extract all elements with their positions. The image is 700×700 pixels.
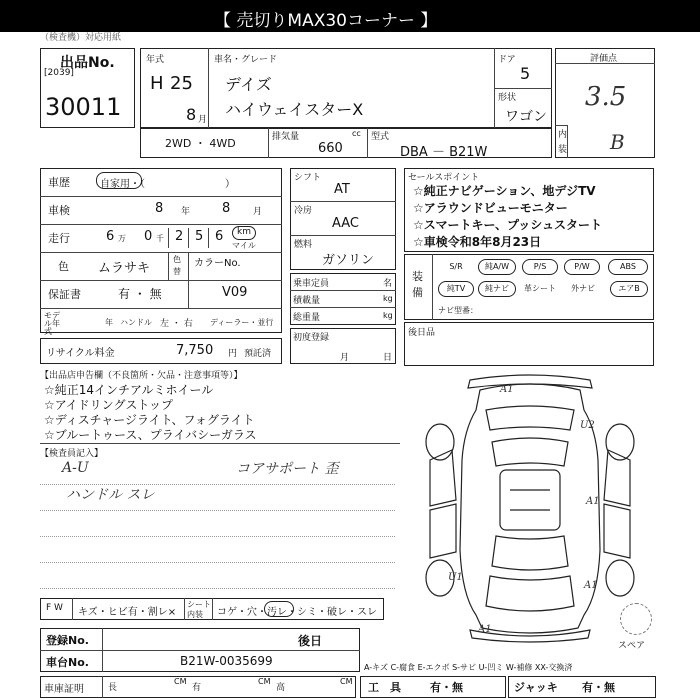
- mileage-unit: 万: [118, 234, 126, 243]
- equip-sr: S/R: [449, 262, 463, 271]
- notes-box: [404, 322, 654, 366]
- color-no: V09: [222, 285, 248, 300]
- equip-nav: 純ナビ: [478, 281, 516, 297]
- cert-item: 高: [276, 683, 286, 693]
- equip-ext-nav: 外ナビ: [571, 284, 595, 293]
- color-no-label: カラーNo.: [194, 258, 241, 269]
- cert-item: 有: [192, 683, 202, 693]
- reg-later: 後日: [298, 634, 323, 648]
- mileage-digit: 6: [215, 229, 224, 244]
- ac-label: 冷房: [294, 206, 313, 216]
- exhibitor-label: 【出品店申告欄（不良箇所・欠品・注意事項等）】: [40, 371, 243, 381]
- displacement: 660: [318, 141, 343, 156]
- car-model: デイズ: [225, 75, 272, 94]
- equip-leather: 革シート: [524, 284, 556, 293]
- damage-mark: U1: [448, 572, 463, 583]
- month: 8: [186, 105, 197, 124]
- banner-title: 【 売切りMAX30コーナー 】: [214, 11, 438, 31]
- inspection-month-unit: 月: [253, 207, 263, 217]
- recycle-label: リサイクル料金: [46, 348, 115, 359]
- warranty-value: 有 ・ 無: [118, 287, 162, 301]
- inspection-year-unit: 年: [181, 207, 191, 217]
- equip-tv: 純TV: [438, 281, 474, 297]
- equip-pw: P/W: [564, 259, 600, 275]
- seat-label-1: シート: [187, 600, 211, 609]
- reg-label: 登録No.: [46, 634, 89, 647]
- equip-airbag: エアB: [610, 281, 648, 297]
- ac-value: AAC: [332, 216, 359, 231]
- interior-label-2: 装: [558, 145, 568, 155]
- inspector-note: A-U: [62, 460, 89, 476]
- sales-item: ☆車検令和8年8月23日: [413, 235, 542, 249]
- handle-label: ハンドル: [120, 318, 152, 327]
- fuel-value: ガソリン: [322, 253, 375, 268]
- tools-label: 工 具: [368, 681, 401, 694]
- cert-label: 車庫証明: [44, 684, 84, 695]
- damage-mark: A1: [478, 624, 492, 635]
- load-unit: kg: [383, 294, 393, 303]
- exhibitor-item: ☆純正14インチアルミホイール: [44, 383, 214, 397]
- damage-mark: A1: [500, 384, 514, 395]
- seat-items: コゲ・穴・汚レ・シミ・破レ・スレ: [217, 607, 377, 618]
- sales-item: ☆アラウンドビューモニター: [413, 201, 568, 215]
- notes-label: 後日品: [408, 328, 436, 338]
- interior-score: B: [610, 130, 625, 154]
- paint-label-2: 替: [173, 267, 181, 276]
- mileage-unit: 千: [156, 234, 164, 243]
- cc-unit: cc: [352, 129, 361, 138]
- equipment-label-1: 装: [412, 270, 423, 283]
- km-unit: km: [237, 227, 251, 237]
- body: ワゴン: [505, 109, 547, 125]
- shift-value: AT: [334, 182, 350, 197]
- lot-number: 30011: [45, 93, 122, 121]
- car-diagram: [400, 370, 660, 645]
- body-label: 形状: [498, 93, 517, 103]
- gross-label: 総重量: [293, 313, 321, 323]
- car-type: DBA － B21W: [400, 145, 488, 160]
- nav-model-label: ナビ型番：: [438, 306, 478, 315]
- first-reg-day: 日: [383, 353, 393, 363]
- year-label: 年式: [146, 55, 165, 65]
- warranty-label: 保証書: [48, 288, 81, 301]
- model-label: モデル年式: [44, 311, 60, 336]
- gross-unit: kg: [383, 311, 393, 320]
- dirty-circle: [264, 601, 294, 617]
- damage-legend: A-キズ C-腐食 E-エクボ S-サビ U-凹ミ W-補修 XX-交換済: [364, 663, 573, 672]
- jack-value: 有・無: [582, 681, 615, 694]
- seats-label: 乗車定員: [293, 279, 330, 289]
- jack-label: ジャッキ: [514, 681, 558, 694]
- fw-label: F W: [46, 603, 63, 613]
- cert-item: CM: [340, 677, 353, 686]
- mileage-digit: 0: [144, 229, 153, 244]
- chassis-label: 車台No.: [46, 656, 89, 669]
- type-label: 型式: [371, 132, 390, 142]
- score-label: 評価点: [590, 54, 618, 64]
- recycle-value: 7,750: [176, 343, 214, 358]
- dealer-label: ディーラー・並行: [210, 318, 274, 327]
- mileage-label: 走行: [48, 232, 70, 245]
- score: 3.5: [585, 82, 627, 112]
- shift-label: シフト: [294, 173, 322, 183]
- recycle-note: 預託済: [244, 349, 272, 359]
- exhibitor-item: ☆ブルートゥース、プライバシーガラス: [44, 428, 257, 442]
- year: 25: [170, 73, 193, 94]
- drive: 2WD ・ 4WD: [165, 137, 236, 150]
- damage-mark: A1: [586, 496, 600, 507]
- damage-mark: A1: [584, 580, 598, 591]
- sales-item: ☆スマートキー、プッシュスタート: [413, 218, 602, 232]
- inspector-label: 【検査員記入】: [40, 449, 104, 459]
- equip-alloy: 純A/W: [478, 259, 516, 275]
- damage-mark: U2: [580, 420, 595, 431]
- lot-label: 出品No.: [60, 55, 115, 71]
- sales-item: ☆純正ナビゲーション、地デジTV: [413, 184, 596, 198]
- equip-abs: ABS: [608, 259, 648, 275]
- cert-item: CM: [258, 677, 271, 686]
- mileage-digit: 6: [106, 229, 115, 244]
- cert-item: CM: [174, 677, 187, 686]
- doors-label: ドア: [498, 55, 516, 65]
- seats-unit: 名: [383, 279, 393, 289]
- name-label: 車名・グレード: [214, 55, 278, 65]
- history-label: 車歴: [48, 176, 70, 189]
- fw-items: キズ・ヒビ有・割レ×: [78, 607, 177, 618]
- recycle-unit: 円: [228, 349, 238, 359]
- load-label: 積載量: [293, 296, 321, 306]
- exhibitor-item: ☆ディスチャージライト、フォグライト: [44, 413, 255, 427]
- mileage-digit: 2: [175, 229, 184, 244]
- form-header: （検査機）対応用紙: [40, 33, 122, 43]
- doors: 5: [520, 64, 531, 83]
- month-unit: 月: [198, 115, 208, 125]
- mile-unit: マイル: [232, 241, 256, 250]
- tools-value: 有・無: [430, 681, 463, 694]
- history-value: 自家用・（ ）: [100, 179, 235, 190]
- fuel-label: 燃料: [294, 240, 313, 250]
- inspector-note: ハンドル スレ: [66, 487, 155, 503]
- interior-label-1: 内: [558, 130, 568, 140]
- model-year-unit: 年: [105, 318, 113, 327]
- color-label: 色: [58, 260, 69, 273]
- displacement-label: 排気量: [272, 132, 300, 142]
- cert-item: 長: [108, 683, 118, 693]
- exhibitor-item: ☆アイドリングストップ: [44, 398, 173, 412]
- inspection-label: 車検: [48, 204, 70, 217]
- color-value: ムラサキ: [98, 261, 151, 276]
- mileage-digit: 5: [195, 229, 204, 244]
- seat-label-2: 内装: [187, 610, 203, 619]
- chassis-number: B21W-0035699: [180, 654, 273, 668]
- lot-stamp: [2039]: [44, 68, 74, 78]
- car-grade: ハイウェイスターX: [225, 100, 364, 119]
- era: H: [150, 73, 164, 94]
- inspection-year: 8: [155, 201, 164, 216]
- first-reg-unit: 月: [340, 353, 350, 363]
- inspector-note: コアサポート 歪: [236, 461, 339, 477]
- inspection-month: 8: [222, 201, 231, 216]
- equip-ps: P/S: [522, 259, 558, 275]
- spare-label: スペア: [618, 641, 646, 651]
- spare-tire-icon: [620, 603, 652, 635]
- handle-value: 左 ・ 右: [160, 319, 193, 329]
- paint-label-1: 色: [173, 255, 181, 264]
- first-reg-label: 初度登録: [293, 333, 330, 343]
- sales-label: セールスポイント: [408, 173, 480, 183]
- equipment-label-2: 備: [412, 286, 423, 299]
